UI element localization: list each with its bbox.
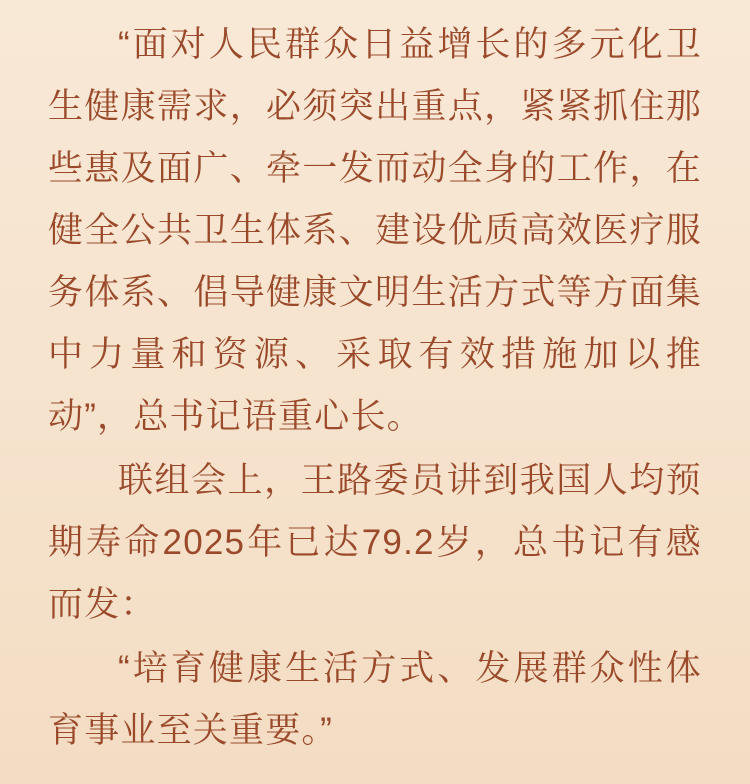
paragraph-1: “面对人民群众日益增长的多元化卫生健康需求，必须突出重点，紧紧抓住那些惠及面广、牵一发而动全身的工作，在健全公共卫生体系、建设优质高效医疗服务体系、倡导健康文明生活方式等方面集中力量和资源、采取有效措施加以推动”，总书记语重心长。	[48, 25, 702, 436]
article-body	[48, 14, 702, 762]
paragraph-3: “培育健康生活方式、发展群众性体育事业至关重要。”	[48, 649, 702, 750]
paragraph-2: 联组会上，王路委员讲到我国人均预期寿命2025年已达79.2岁，总书记有感而发：	[48, 461, 702, 624]
